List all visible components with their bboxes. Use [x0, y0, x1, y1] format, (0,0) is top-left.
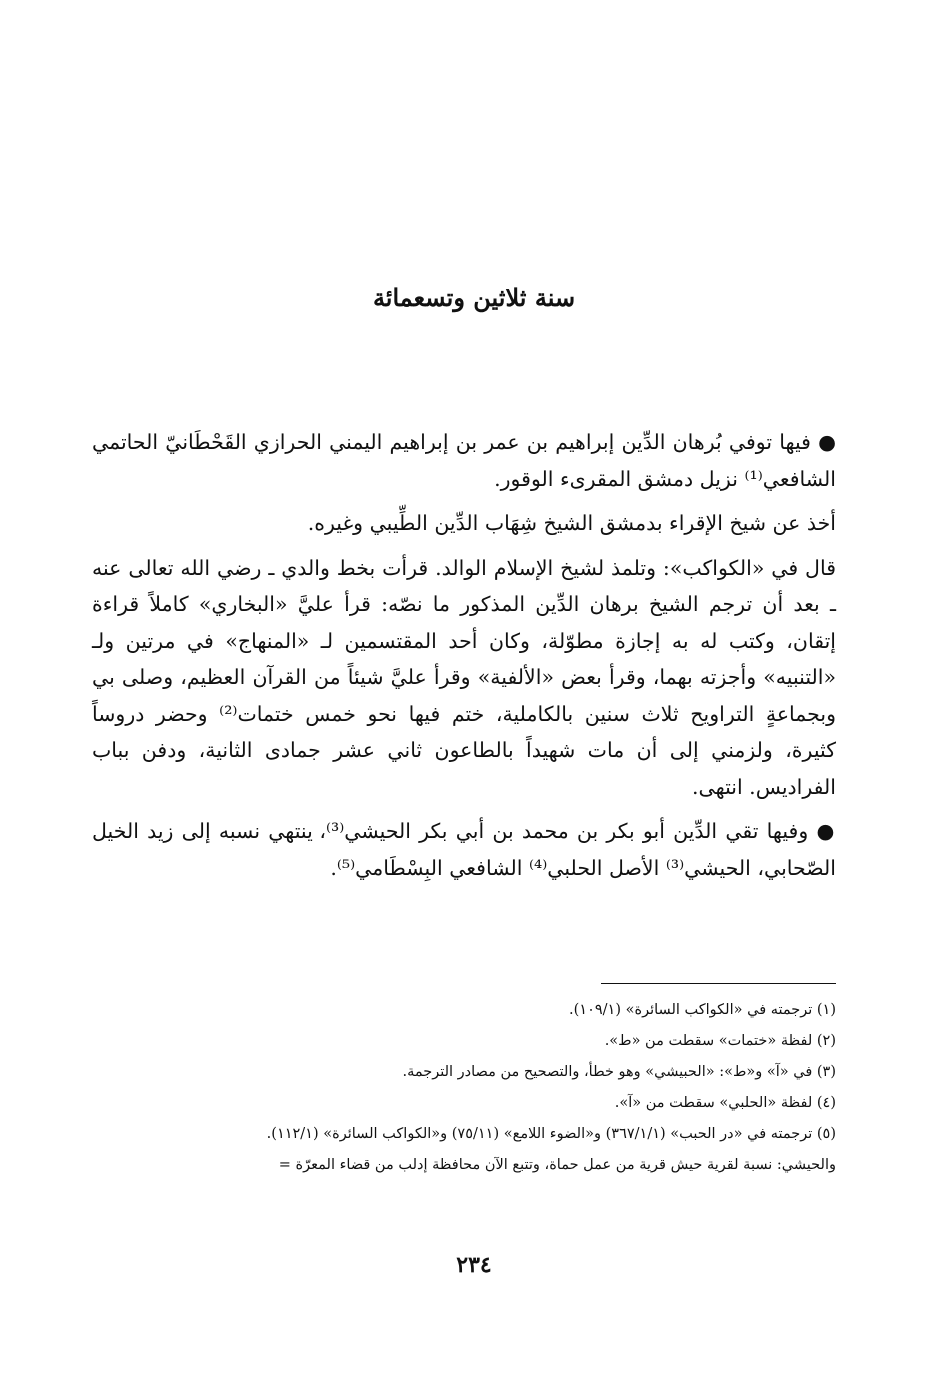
page-number: ٢٣٤	[456, 1252, 492, 1278]
footnote-divider	[601, 983, 836, 984]
footnote-2: (٢) لفظة «ختمات» سقطت من «ط».	[604, 1033, 836, 1049]
paragraph-2: أخذ عن شيخ الإقراء بدمشق الشيخ شِهَاب الدِّين الطِّيبي وغيره.	[307, 511, 836, 535]
footnote-continuation: والحيشي: نسبة لقرية حيش قرية من عمل حماة، وتتبع الآن محافظة إدلب من قضاء المعرّة =	[278, 1157, 836, 1173]
footnotes	[96, 995, 836, 1181]
paragraph-4: ● وفيها تقي الدِّين أبو بكر بن محمد بن أبي بكر الحيشي⁽³⁾، ينتهي نسبه إلى زيد الخيل الصّحابي، الحيشي⁽³⁾ الأصل الحلبي⁽⁴⁾ الشافعي البِسْطَامي⁽⁵⁾.	[92, 819, 836, 880]
paragraph-3: قال في «الكواكب»: وتلمذ لشيخ الإسلام الوالد. قرأت بخط والدي ـ رضي الله تعالى عنه ـ بعد أن ترجم الشيخ برهان الدِّين المذكور ما نصّه: قرأ عليَّ «البخاري» كاملاً قراءة إتقان، وكتب له به إجازة مطوّلة، وكان أحد المقتسمين لـ «المنهاج» في مرتين ولـ «التنبيه» وأجزته بهما، وقرأ بعض «الألفية» وقرأ عليَّ شيئاً من القرآن العظيم، وصلى بي وبجماعةٍ التراويح ثلاث سنين بالكاملية، ختم فيها نحو خمس ختمات⁽²⁾ وحضر دروساً كثيرة، ولزمني إلى أن مات شهيداً بالطاعون ثاني عشر جمادى الثانية، ودفن بباب الفراديس. انتهى.	[92, 555, 836, 799]
footnote-3: (٣) في «آ» و«ط»: «الحبيشي» وهو خطأ، والتصحيح من مصادر الترجمة.	[402, 1064, 836, 1080]
footnote-4: (٤) لفظة «الحلبي» سقطت من «آ».	[614, 1095, 836, 1111]
paragraph-1: ● فيها توفي بُرهان الدِّين إبراهيم بن عمر بن إبراهيم اليمني الحرازي القَحْطَانيّ الحاتمي الشافعي⁽¹⁾ نزيل دمشق المقرىء الوقور.	[92, 430, 836, 491]
main-text	[92, 424, 836, 894]
page-title: سنة ثلاثين وتسعمائة	[372, 283, 576, 312]
footnote-5: (٥) ترجمته في «در الحبب» (٣٦٧/١/١) و«الضوء اللامع» (٧٥/١١) و«الكواكب السائرة» (١١٢/١).	[266, 1126, 836, 1142]
footnote-1: (١) ترجمته في «الكواكب السائرة» (١٠٩/١).	[569, 1002, 836, 1018]
